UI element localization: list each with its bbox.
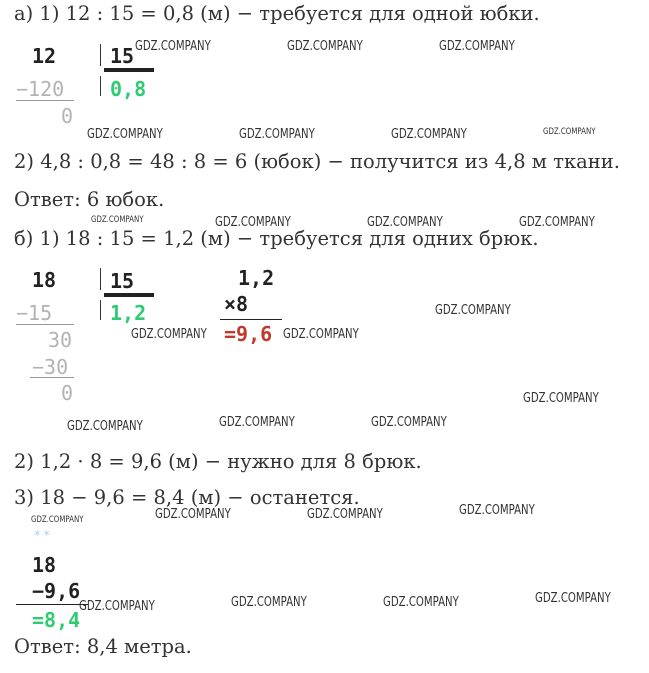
watermark: GDZ.COMPANY (371, 415, 447, 430)
solution-line-a1: а) 1) 12 : 15 = 0,8 (м) − требуется для одной юбки. (14, 2, 540, 25)
watermark: GDZ.COMPANY (67, 419, 143, 434)
subtrahend-2: −30 (32, 355, 69, 379)
subtraction-line (16, 100, 74, 101)
divisor: 15 (110, 269, 135, 293)
subtraction-line (30, 377, 74, 378)
watermark: GDZ.COMPANY (79, 599, 155, 614)
watermark: GDZ.COMPANY (543, 127, 596, 137)
division-bar (100, 44, 101, 66)
watermark: GDZ.COMPANY (219, 415, 295, 430)
subtrahend: −120 (16, 77, 65, 101)
divisor-underline (104, 293, 154, 297)
division-bar (100, 76, 101, 96)
watermark: GDZ.COMPANY (519, 215, 595, 230)
multiplication-line (220, 319, 282, 320)
subtrahend-1: −15 (16, 301, 53, 325)
watermark: GDZ.COMPANY (439, 39, 515, 54)
watermark: GDZ.COMPANY (435, 303, 511, 318)
multiplier: ×8 (224, 292, 249, 316)
subtraction-line (16, 604, 88, 605)
watermark: GDZ.COMPANY (367, 215, 443, 230)
watermark: GDZ.COMPANY (155, 507, 231, 522)
solution-line-b1: б) 1) 18 : 15 = 1,2 (м) − требуется для одних брюк. (14, 227, 539, 250)
watermark: GDZ.COMPANY (459, 503, 535, 518)
quotient: 1,2 (110, 301, 147, 325)
divisor: 15 (110, 44, 135, 68)
solution-line-b2: 2) 1,2 · 8 = 9,6 (м) − нужно для 8 брюк. (14, 450, 422, 473)
watermark: GDZ.COMPANY (307, 507, 383, 522)
watermark: GDZ.COMPANY (535, 591, 611, 606)
watermark: GDZ.COMPANY (523, 391, 599, 406)
watermark: GDZ.COMPANY (383, 595, 459, 610)
answer-a: Ответ: 6 юбок. (14, 188, 165, 211)
watermark: GDZ.COMPANY (283, 327, 359, 342)
solution-line-a2: 2) 4,8 : 0,8 = 48 : 8 = 6 (юбок) − получится из 4,8 м ткани. (14, 150, 620, 173)
watermark: GDZ.COMPANY (31, 515, 84, 525)
solution-line-b3: 3) 18 − 9,6 = 8,4 (м) − останется. (14, 486, 360, 509)
subtraction-line (16, 324, 74, 325)
watermark: GDZ.COMPANY (131, 327, 207, 342)
watermark: GDZ.COMPANY (91, 215, 144, 225)
borrow-marks: ** (34, 529, 53, 544)
watermark: GDZ.COMPANY (135, 39, 211, 54)
product: =9,6 (224, 322, 273, 346)
answer-b: Ответ: 8,4 метра. (14, 635, 192, 658)
watermark: GDZ.COMPANY (239, 127, 315, 142)
watermark: GDZ.COMPANY (231, 595, 307, 610)
watermark: GDZ.COMPANY (287, 39, 363, 54)
dividend: 18 (32, 268, 57, 292)
remainder: 0 (61, 104, 74, 128)
subtrahend: −9,6 (32, 579, 81, 603)
division-bar (100, 268, 101, 290)
division-bar (100, 300, 101, 320)
difference: =8,4 (32, 608, 81, 632)
divisor-underline (104, 68, 154, 72)
minuend: 18 (32, 553, 57, 577)
watermark: GDZ.COMPANY (87, 127, 163, 142)
watermark: GDZ.COMPANY (391, 127, 467, 142)
quotient: 0,8 (110, 77, 147, 101)
multiplicand: 1,2 (238, 266, 275, 290)
dividend: 12 (32, 44, 57, 68)
remainder-2: 0 (61, 381, 74, 405)
remainder-1: 30 (48, 328, 73, 352)
watermark: GDZ.COMPANY (215, 215, 291, 230)
